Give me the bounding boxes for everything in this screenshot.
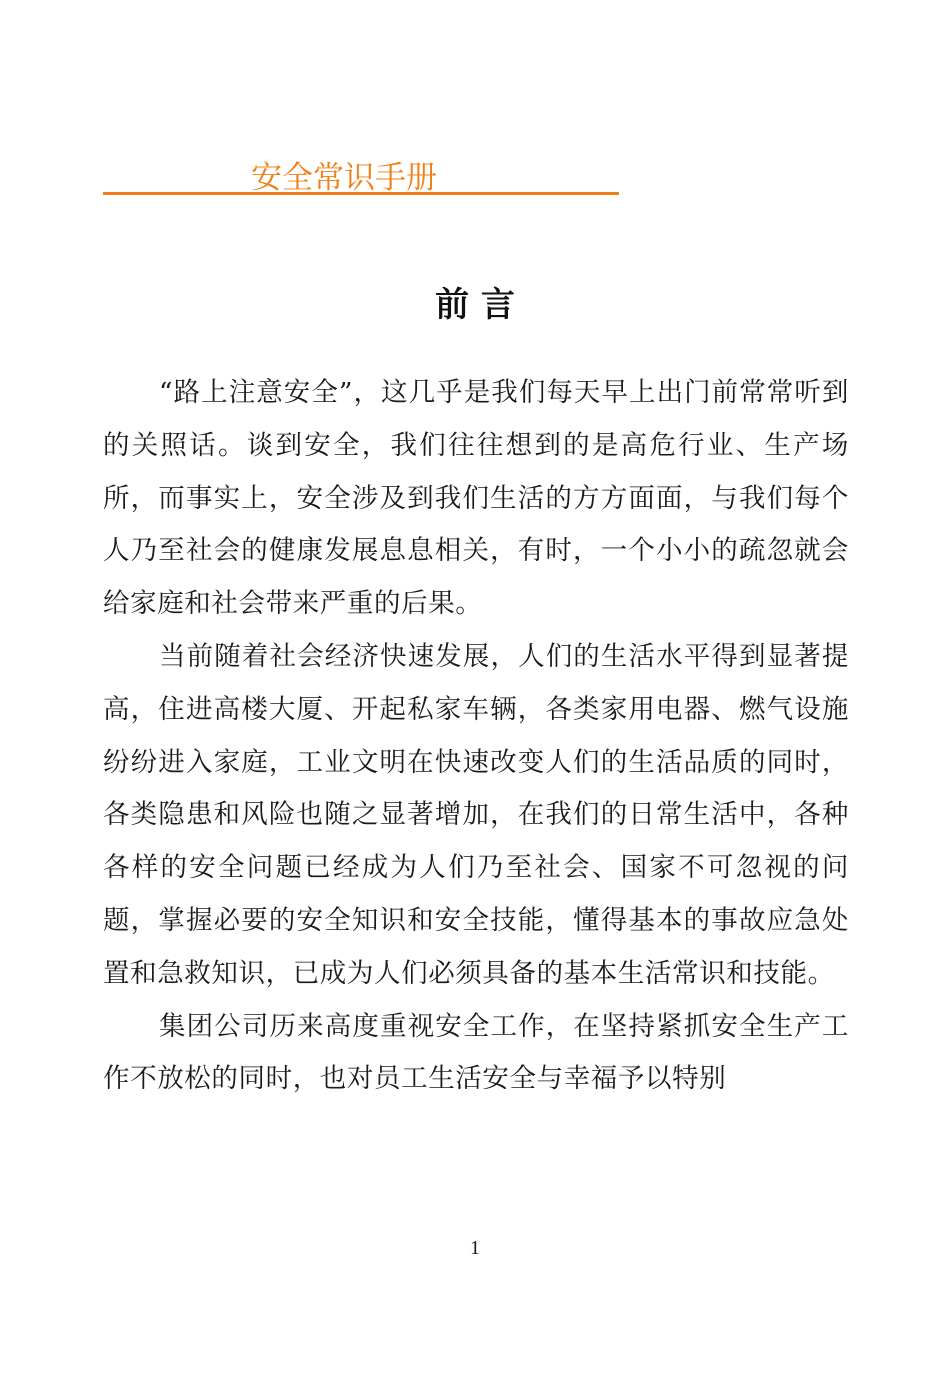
paragraph-1: “路上注意安全”，这几乎是我们每天早上出门前常常听到的关照话。谈到安全，我们往往想到的是高危行业、生产场所，而事实上，安全涉及到我们生活的方方面面，与我们每个人乃至社会的健康发展息息相关，有时，一个小小的疏忽就会给家庭和社会带来严重的后果。: [103, 377, 849, 620]
paragraph-2: 当前随着社会经济快速发展，人们的生活水平得到显著提高，住进高楼大厦、开起私家车辆，各类家用电器、燃气设施纷纷进入家庭，工业文明在快速改变人们的生活品质的同时，各类隐患和风险也随之显著增加，在我们的日常生活中，各种各样的安全问题已经成为人们乃至社会、国家不可忽视的问题，掌握必要的安全知识和安全技能，懂得基本的事故应急处置和急救知识，已成为人们必须具备的基本生活常识和技能。: [103, 640, 849, 989]
page-number: 1: [470, 1237, 480, 1259]
document-header: [103, 158, 619, 200]
paragraph-3: 集团公司历来高度重视安全工作，在坚持紧抓安全生产工作不放松的同时，也对员工生活安全与幸福予以特别: [103, 1010, 849, 1095]
document-title: 安全常识手册: [251, 160, 437, 196]
body-text: [103, 367, 849, 1106]
section-heading: 前 言: [435, 285, 515, 325]
